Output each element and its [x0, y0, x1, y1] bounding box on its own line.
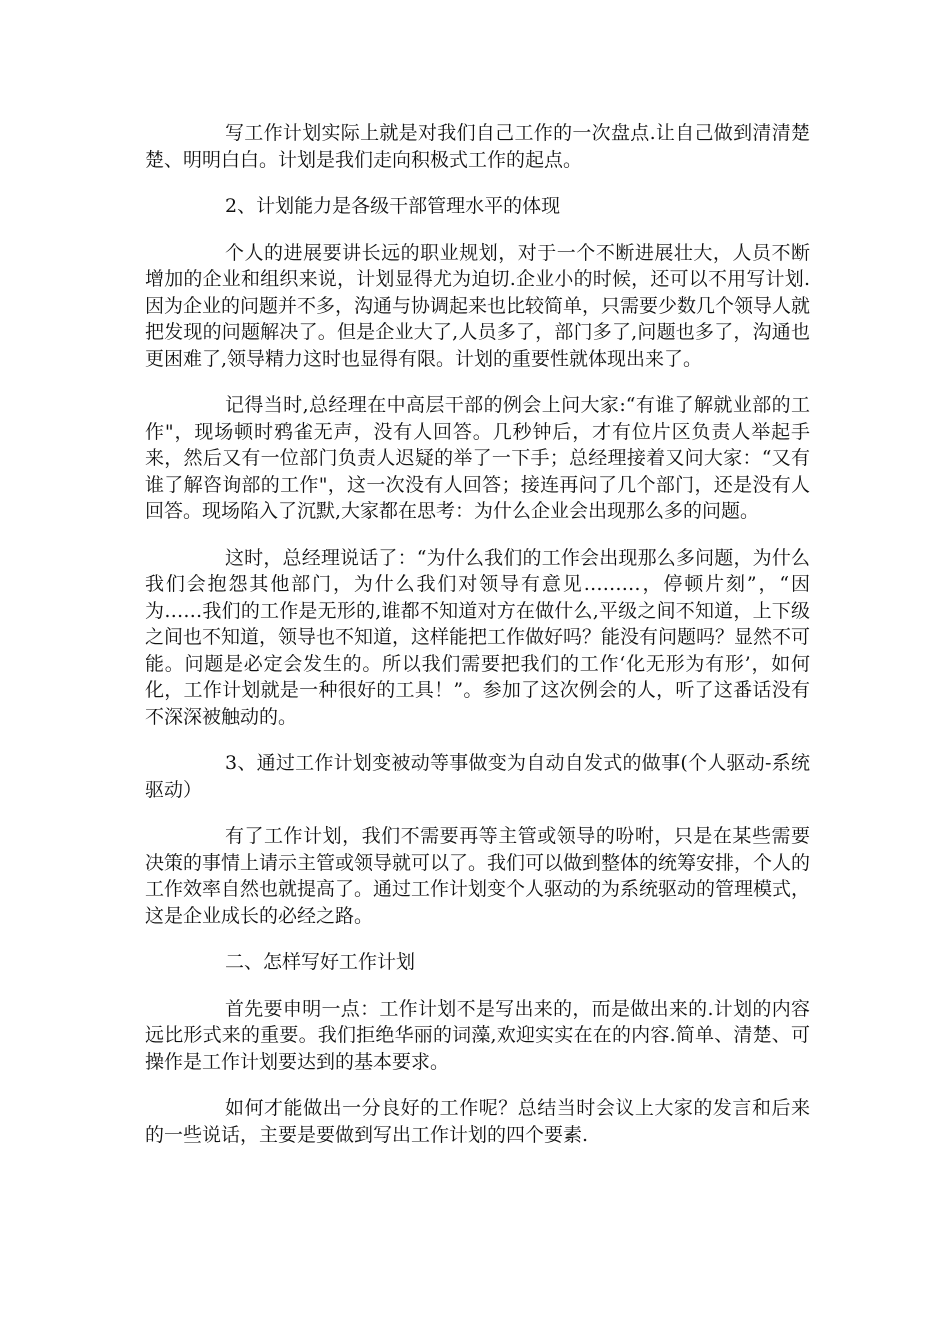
- paragraph-intro: 写工作计划实际上就是对我们自己工作的一次盘点.让自己做到清清楚楚、明明白白。计划是我们走向积极式工作的起点。: [145, 122, 810, 171]
- paragraph: 个人的进展要讲长远的职业规划，对于一个不断进展壮大，人员不断增加的企业和组织来说，计划显得尤为迫切.企业小的时候，还可以不用写计划.因为企业的问题并不多，沟通与协调起来也比较简单，只需要少数几个领导人就把发现的问题解决了。但是企业大了,人员多了，部门多了,问题也多了，沟通也更困难了,领导精力这时也显得有限。计划的重要性就体现出来了。: [145, 241, 811, 370]
- section-heading-3: 3、通过工作计划变被动等事做变为自动自发式的做事(个人驱动-系统驱动）: [145, 752, 810, 801]
- section-heading-2: 2、计划能力是各级干部管理水平的体现: [225, 195, 561, 217]
- paragraph: 首先要申明一点：工作计划不是写出来的，而是做出来的.计划的内容远比形式来的重要。我们拒绝华丽的词藻,欢迎实实在在的内容.简单、清楚、可操作是工作计划要达到的基本要求。: [145, 997, 810, 1073]
- document-body: [145, 120, 810, 1168]
- paragraph: 如何才能做出一分良好的工作呢？总结当时会议上大家的发言和后来的一些说话，主要是要做到写出工作计划的四个要素.: [145, 1097, 810, 1146]
- paragraph: 记得当时,总经理在中高层干部的例会上问大家:“有谁了解就业部的工作"，现场顿时鸦雀无声，没有人回答。几秒钟后，才有位片区负责人举起手来，然后又有一位部门负责人迟疑的举了一下手；总经理接着又问大家：“又有谁了解咨询部的工作"，这一次没有人回答；接连再问了几个部门，还是没有人回答。现场陷入了沉默,大家都在思考：为什么企业会出现那么多的问题。: [145, 394, 810, 522]
- paragraph: 有了工作计划，我们不需要再等主管或领导的吩咐，只是在某些需要决策的事情上请示主管或领导就可以了。我们可以做到整体的统筹安排，个人的工作效率自然也就提高了。通过工作计划变个人驱动的为系统驱动的管理模式，这是企业成长的必经之路。: [145, 825, 811, 927]
- section-heading-part-two: 二、怎样写好工作计划: [225, 951, 416, 973]
- paragraph: 这时，总经理说话了：“为什么我们的工作会出现那么多问题，为什么我们会抱怨其他部门，为什么我们对领导有意见………，停顿片刻”，“因为……我们的工作是无形的,谁都不知道对方在做什么,平级之间不知道，上下级之间也不知道，领导也不知道，这样能把工作做好吗？能没有问题吗？显然不可能。问题是必定会发生的。所以我们需要把我们的工作‘化无形为有形’，如何化，工作计划就是一种很好的工具！”。参加了这次例会的人，听了这番话没有不深深被触动的。: [145, 546, 811, 728]
